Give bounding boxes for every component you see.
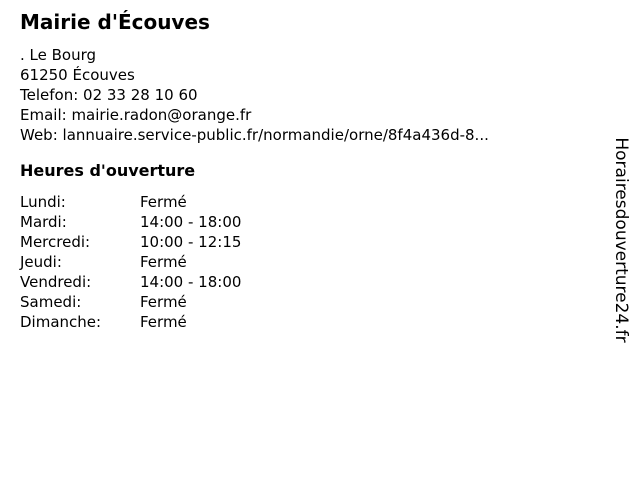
day-label: Jeudi: <box>20 253 62 271</box>
table-row <box>20 252 241 272</box>
opening-hours-table <box>20 192 241 332</box>
day-label: Mercredi: <box>20 233 91 251</box>
time-value: Fermé <box>140 193 187 211</box>
table-row <box>20 232 241 252</box>
opening-hours-heading: Heures d'ouverture <box>20 161 196 180</box>
day-label: Dimanche: <box>20 313 102 331</box>
contact-block <box>20 45 489 145</box>
table-row <box>20 292 241 312</box>
time-value: Fermé <box>140 313 187 331</box>
time-value: Fermé <box>140 253 187 271</box>
web-line: Web: lannuaire.service-public.fr/normandie/orne/8f4a436d-8... <box>20 126 489 144</box>
day-label: Lundi: <box>20 193 66 211</box>
phone-line: Telefon: 02 33 28 10 60 <box>20 86 198 104</box>
address-line: . Le Bourg <box>20 46 97 64</box>
table-row <box>20 272 241 292</box>
time-value: 14:00 - 18:00 <box>140 273 242 291</box>
table-row <box>20 192 241 212</box>
email-line: Email: mairie.radon@orange.fr <box>20 106 252 124</box>
site-watermark: Horairesdouverture24.fr <box>611 137 631 343</box>
day-label: Vendredi: <box>20 273 92 291</box>
day-label: Samedi: <box>20 293 82 311</box>
page-title: Mairie d'Écouves <box>20 10 210 34</box>
time-value: Fermé <box>140 293 187 311</box>
postal-city-line: 61250 Écouves <box>20 66 135 84</box>
time-value: 10:00 - 12:15 <box>140 233 242 251</box>
table-row <box>20 212 241 232</box>
time-value: 14:00 - 18:00 <box>140 213 242 231</box>
table-row <box>20 312 241 332</box>
day-label: Mardi: <box>20 213 67 231</box>
